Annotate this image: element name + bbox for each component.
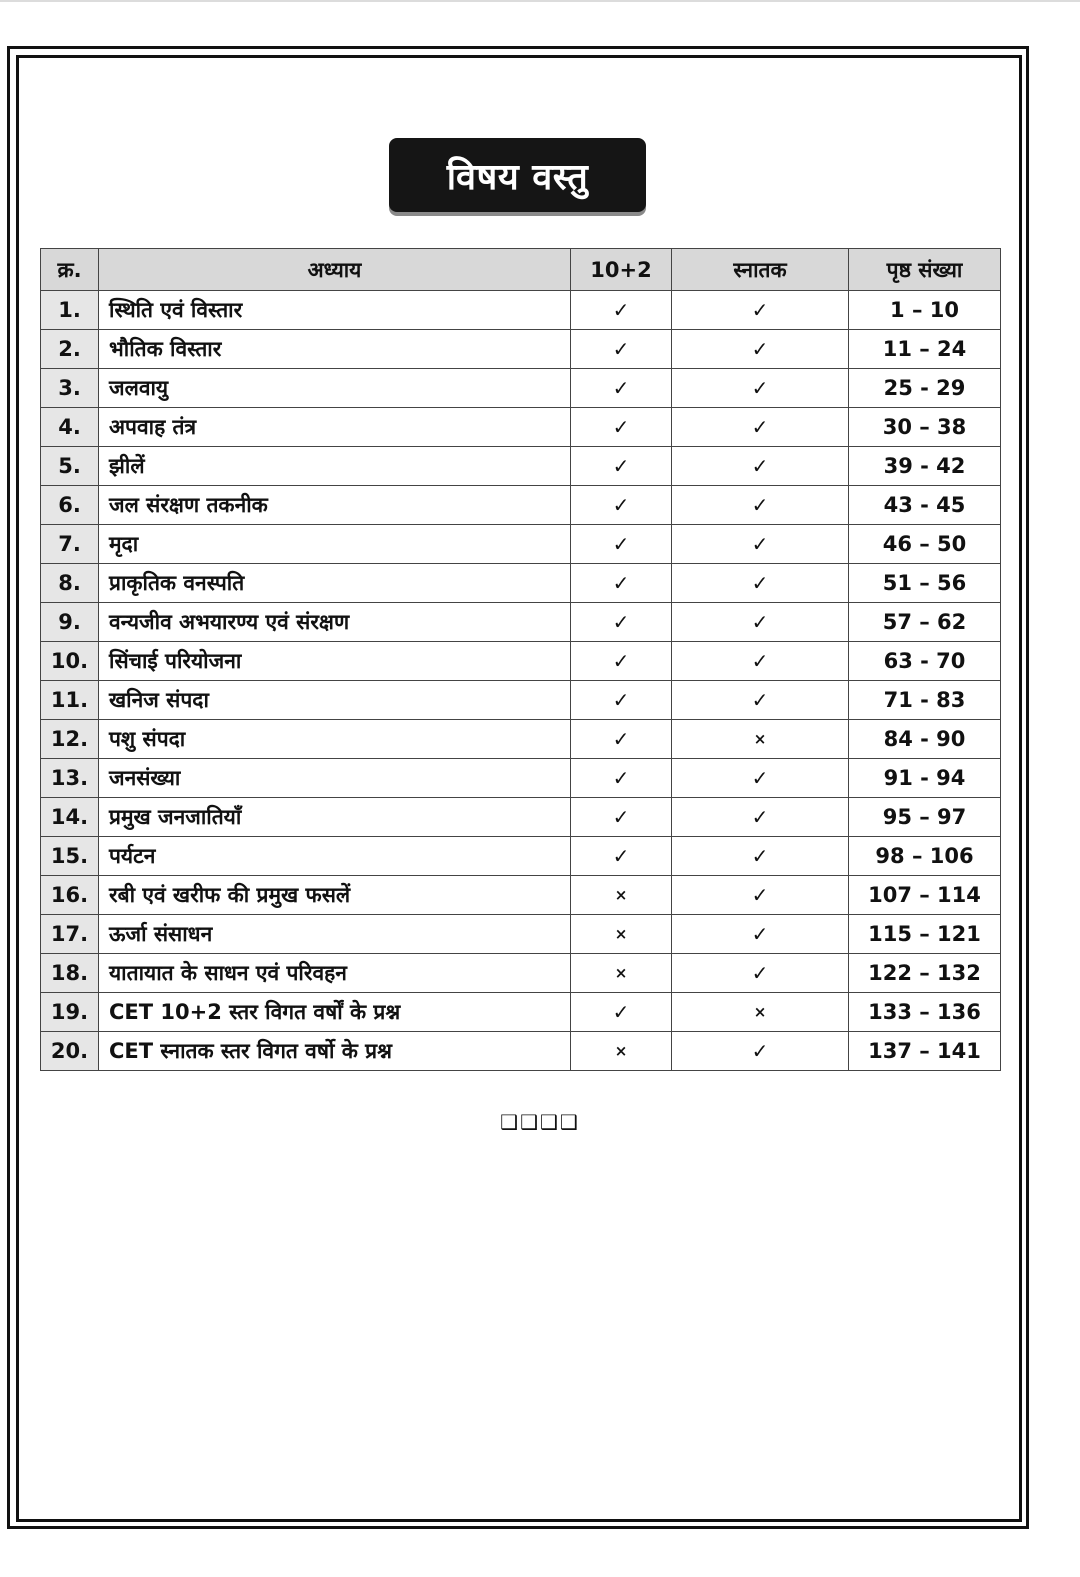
table-row: [41, 291, 1001, 330]
header-class12: 10+2: [571, 249, 672, 291]
row-pages: 115 – 121: [849, 915, 1001, 954]
row-chapter: CET 10+2 स्तर विगत वर्षों के प्रश्न: [99, 993, 571, 1032]
row-serial: 3.: [41, 369, 99, 408]
check-icon: ✓: [571, 720, 672, 759]
table-row: [41, 876, 1001, 915]
check-icon: ✓: [571, 993, 672, 1032]
check-icon: ✓: [571, 603, 672, 642]
row-serial: 15.: [41, 837, 99, 876]
cross-icon: ×: [571, 915, 672, 954]
row-pages: 51 – 56: [849, 564, 1001, 603]
table-row: [41, 954, 1001, 993]
row-chapter: मृदा: [99, 525, 571, 564]
row-serial: 14.: [41, 798, 99, 837]
row-pages: 30 – 38: [849, 408, 1001, 447]
row-pages: 71 - 83: [849, 681, 1001, 720]
check-icon: ✓: [571, 369, 672, 408]
row-pages: 122 – 132: [849, 954, 1001, 993]
table-row: [41, 681, 1001, 720]
row-serial: 12.: [41, 720, 99, 759]
row-serial: 1.: [41, 291, 99, 330]
row-pages: 133 – 136: [849, 993, 1001, 1032]
check-icon: ✓: [672, 408, 849, 447]
cross-icon: ×: [571, 954, 672, 993]
row-serial: 5.: [41, 447, 99, 486]
check-icon: ✓: [672, 369, 849, 408]
row-serial: 13.: [41, 759, 99, 798]
table-row: [41, 720, 1001, 759]
row-pages: 57 – 62: [849, 603, 1001, 642]
table-header-row: [41, 249, 1001, 291]
row-pages: 11 – 24: [849, 330, 1001, 369]
check-icon: ✓: [571, 798, 672, 837]
check-icon: ✓: [571, 525, 672, 564]
row-serial: 11.: [41, 681, 99, 720]
end-marks: ❑❑❑❑: [500, 1110, 580, 1134]
row-chapter: जलवायु: [99, 369, 571, 408]
row-chapter: झीलें: [99, 447, 571, 486]
table-body: [41, 291, 1001, 1071]
contents-table: [40, 248, 1001, 1071]
check-icon: ✓: [672, 564, 849, 603]
check-icon: ✓: [672, 837, 849, 876]
check-icon: ✓: [571, 330, 672, 369]
table-row: [41, 603, 1001, 642]
row-serial: 16.: [41, 876, 99, 915]
check-icon: ✓: [571, 837, 672, 876]
check-icon: ✓: [672, 1032, 849, 1071]
row-pages: 25 - 29: [849, 369, 1001, 408]
table-row: [41, 408, 1001, 447]
row-pages: 107 – 114: [849, 876, 1001, 915]
row-chapter: भौतिक विस्तार: [99, 330, 571, 369]
table-row: [41, 759, 1001, 798]
check-icon: ✓: [672, 681, 849, 720]
check-icon: ✓: [672, 330, 849, 369]
row-chapter: प्राकृतिक वनस्पति: [99, 564, 571, 603]
check-icon: ✓: [571, 564, 672, 603]
table-row: [41, 915, 1001, 954]
row-pages: 137 – 141: [849, 1032, 1001, 1071]
check-icon: ✓: [672, 525, 849, 564]
row-chapter: रबी एवं खरीफ की प्रमुख फसलें: [99, 876, 571, 915]
row-chapter: यातायात के साधन एवं परिवहन: [99, 954, 571, 993]
check-icon: ✓: [672, 447, 849, 486]
row-pages: 91 - 94: [849, 759, 1001, 798]
check-icon: ✓: [672, 486, 849, 525]
page-title: विषय वस्तु: [446, 156, 589, 198]
row-serial: 6.: [41, 486, 99, 525]
row-serial: 19.: [41, 993, 99, 1032]
row-pages: 46 – 50: [849, 525, 1001, 564]
check-icon: ✓: [672, 291, 849, 330]
table-row: [41, 486, 1001, 525]
row-chapter: अपवाह तंत्र: [99, 408, 571, 447]
check-icon: ✓: [571, 642, 672, 681]
header-sn: क्र.: [41, 249, 99, 291]
check-icon: ✓: [672, 954, 849, 993]
row-pages: 84 - 90: [849, 720, 1001, 759]
cross-icon: ×: [672, 993, 849, 1032]
table-row: [41, 369, 1001, 408]
table-row: [41, 564, 1001, 603]
row-serial: 20.: [41, 1032, 99, 1071]
check-icon: ✓: [571, 447, 672, 486]
row-pages: 39 - 42: [849, 447, 1001, 486]
check-icon: ✓: [672, 603, 849, 642]
row-chapter: जल संरक्षण तकनीक: [99, 486, 571, 525]
check-icon: ✓: [672, 876, 849, 915]
cross-icon: ×: [672, 720, 849, 759]
cross-icon: ×: [571, 1032, 672, 1071]
check-icon: ✓: [571, 681, 672, 720]
row-chapter: वन्यजीव अभयारण्य एवं संरक्षण: [99, 603, 571, 642]
row-pages: 98 – 106: [849, 837, 1001, 876]
row-chapter: पशु संपदा: [99, 720, 571, 759]
table-row: [41, 837, 1001, 876]
table-row: [41, 798, 1001, 837]
check-icon: ✓: [571, 291, 672, 330]
row-chapter: ऊर्जा संसाधन: [99, 915, 571, 954]
row-pages: 95 – 97: [849, 798, 1001, 837]
table-row: [41, 993, 1001, 1032]
top-rule: [0, 0, 1080, 2]
table-row: [41, 525, 1001, 564]
check-icon: ✓: [571, 759, 672, 798]
check-icon: ✓: [571, 486, 672, 525]
row-chapter: खनिज संपदा: [99, 681, 571, 720]
row-chapter: स्थिति एवं विस्तार: [99, 291, 571, 330]
row-pages: 63 - 70: [849, 642, 1001, 681]
row-chapter: पर्यटन: [99, 837, 571, 876]
row-serial: 8.: [41, 564, 99, 603]
row-serial: 10.: [41, 642, 99, 681]
row-chapter: सिंचाई परियोजना: [99, 642, 571, 681]
row-serial: 4.: [41, 408, 99, 447]
header-pages: पृष्ठ संख्या: [849, 249, 1001, 291]
row-serial: 9.: [41, 603, 99, 642]
header-chapter: अध्याय: [99, 249, 571, 291]
check-icon: ✓: [571, 408, 672, 447]
table-row: [41, 330, 1001, 369]
row-chapter: जनसंख्या: [99, 759, 571, 798]
row-chapter: प्रमुख जनजातियाँ: [99, 798, 571, 837]
row-serial: 7.: [41, 525, 99, 564]
row-serial: 2.: [41, 330, 99, 369]
header-graduate: स्नातक: [672, 249, 849, 291]
cross-icon: ×: [571, 876, 672, 915]
table-row: [41, 642, 1001, 681]
row-pages: 1 – 10: [849, 291, 1001, 330]
title-banner: [389, 138, 646, 212]
check-icon: ✓: [672, 759, 849, 798]
row-chapter: CET स्नातक स्तर विगत वर्षो के प्रश्न: [99, 1032, 571, 1071]
row-serial: 17.: [41, 915, 99, 954]
check-icon: ✓: [672, 915, 849, 954]
row-pages: 43 - 45: [849, 486, 1001, 525]
check-icon: ✓: [672, 642, 849, 681]
row-serial: 18.: [41, 954, 99, 993]
table-row: [41, 447, 1001, 486]
table-row: [41, 1032, 1001, 1071]
check-icon: ✓: [672, 798, 849, 837]
